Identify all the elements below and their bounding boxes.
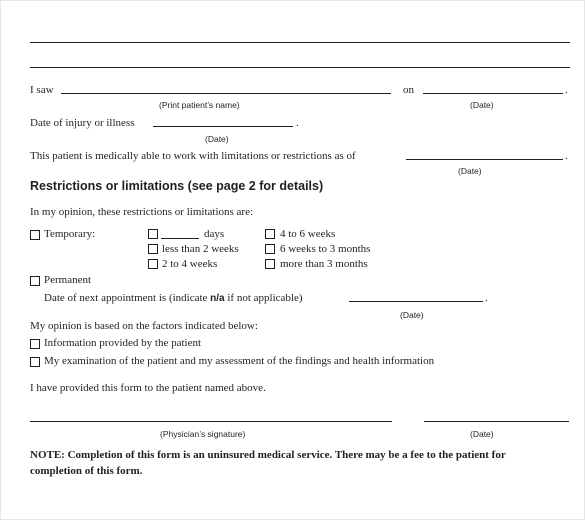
next-appointment-label <box>44 292 303 304</box>
4-to-6-weeks-label: 4 to 6 weeks <box>280 228 336 240</box>
4-to-6-weeks-checkbox[interactable] <box>265 229 275 239</box>
info-by-patient-label: Information provided by the patient <box>44 337 202 349</box>
physician-signature-caption: (Physician’s signature) <box>160 429 246 439</box>
signature-date-field[interactable] <box>424 421 569 422</box>
days-checkbox[interactable] <box>148 229 158 239</box>
restrictions-heading: Restrictions or limitations (see page 2 for details) <box>30 179 324 193</box>
visit-date-field[interactable] <box>423 93 563 94</box>
date-of-injury-label: Date of injury or illness <box>30 117 135 129</box>
able-to-work-label: This patient is medically able to work with limitations or restrictions as of <box>30 150 356 162</box>
temporary-checkbox[interactable] <box>30 230 40 240</box>
provided-form-statement: I have provided this form to the patient named above. <box>30 382 266 394</box>
opinion-intro: In my opinion, these restrictions or limitations are: <box>30 206 254 218</box>
date-caption: (Date) <box>470 429 494 439</box>
more-than-3-months-checkbox[interactable] <box>265 259 275 269</box>
more-than-3-months-label: more than 3 months <box>280 258 368 270</box>
blank-line-2[interactable] <box>30 67 570 68</box>
opinion-based-label: My opinion is based on the factors indicated below: <box>30 320 258 332</box>
days-field[interactable] <box>161 238 199 239</box>
physician-signature-field[interactable] <box>30 421 392 422</box>
next-appointment-suffix: if not applicable) <box>224 292 303 304</box>
print-patient-name-caption: (Print patient’s name) <box>159 100 240 110</box>
permanent-checkbox[interactable] <box>30 276 40 286</box>
days-label: days <box>204 228 225 240</box>
date-caption: (Date) <box>458 166 482 176</box>
date-caption: (Date) <box>470 100 494 110</box>
6-weeks-to-3-months-label: 6 weeks to 3 months <box>280 243 371 255</box>
2-to-4-weeks-checkbox[interactable] <box>148 259 158 269</box>
date-caption: (Date) <box>205 134 229 144</box>
uninsured-service-note: NOTE: Completion of this form is an uninsured medical service. There may be a fee to the patient for completion of this form. <box>30 449 506 477</box>
period: . <box>296 117 299 129</box>
patient-name-field[interactable] <box>61 93 391 94</box>
next-appointment-date-field[interactable] <box>349 301 483 302</box>
info-by-patient-checkbox[interactable] <box>30 339 40 349</box>
next-appointment-na: n/a <box>210 293 225 304</box>
period: . <box>565 84 568 96</box>
on-label: on <box>403 84 414 96</box>
period: . <box>565 150 568 162</box>
2-to-4-weeks-label: 2 to 4 weeks <box>162 258 218 270</box>
period: . <box>485 292 488 304</box>
i-saw-label: I saw <box>30 84 54 96</box>
my-examination-label: My examination of the patient and my assessment of the findings and health information <box>44 355 435 367</box>
less-than-2-weeks-checkbox[interactable] <box>148 244 158 254</box>
date-caption: (Date) <box>400 310 424 320</box>
able-to-work-date-field[interactable] <box>406 159 563 160</box>
temporary-label: Temporary: <box>44 228 96 240</box>
permanent-label: Permanent <box>44 274 92 286</box>
less-than-2-weeks-label: less than 2 weeks <box>162 243 239 255</box>
6-weeks-to-3-months-checkbox[interactable] <box>265 244 275 254</box>
injury-date-field[interactable] <box>153 126 293 127</box>
next-appointment-prefix: Date of next appointment is (indicate <box>44 292 211 304</box>
blank-line-1[interactable] <box>30 42 570 43</box>
my-examination-checkbox[interactable] <box>30 357 40 367</box>
